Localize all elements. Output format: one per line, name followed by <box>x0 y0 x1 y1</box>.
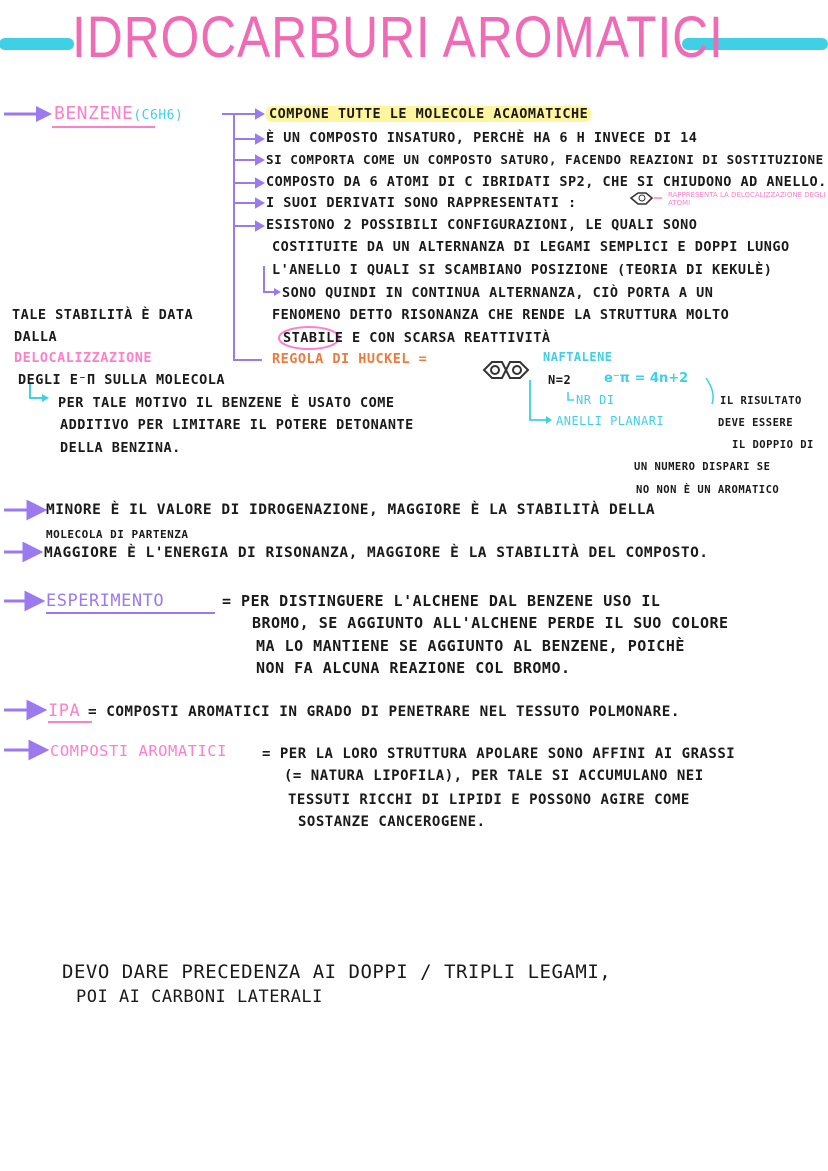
naphthalene-icon <box>484 362 528 378</box>
naftalene-label: NAFTALENE <box>543 350 613 364</box>
rule-minore: MINORE È IL VALORE DI IDROGENAZIONE, MAGGIORE È LA STABILITÀ DELLA <box>46 502 656 518</box>
benzene-item-5: I SUOI DERIVATI SONO RAPPRESENTATI : <box>266 195 577 211</box>
arrow-icon <box>4 106 52 122</box>
composti-line-4: SOSTANZE CANCEROGENE. <box>298 814 486 830</box>
stability-line-1: TALE STABILITÀ È DATA <box>12 307 194 323</box>
page-title: IDROCARBURI AROMATICI <box>72 5 724 70</box>
composti-line-2: (= NATURA LIPOFILA), PER TALE SI ACCUMULANO NEI <box>284 768 704 784</box>
bracket-arrows <box>234 110 263 230</box>
benzene-item-11: STABILE E CON SCARSA REATTIVITÀ <box>283 330 551 346</box>
result-note-1: IL RISULTATO <box>720 395 802 407</box>
anelli-planari: ANELLI PLANARI <box>556 414 665 428</box>
benzene-item-10: FENOMENO DETTO RISONANZA CHE RENDE LA STRUTTURA MOLTO <box>272 307 730 323</box>
ipa-text: = COMPOSTI AROMATICI IN GRADO DI PENETRARE NEL TESSUTO POLMONARE. <box>88 704 680 720</box>
esperimento-label: ESPERIMENTO <box>46 591 165 611</box>
nr-di: NR DI <box>576 393 615 407</box>
huckel-formula: e⁻π = 4n+2 <box>604 371 689 386</box>
stability-arrow-line-2: ADDITIVO PER LIMITARE IL POTERE DETONANTE <box>60 417 414 433</box>
esperimento-line-2: BROMO, SE AGGIUNTO ALL'ALCHENE PERDE IL SUO COLORE <box>252 614 729 632</box>
stability-line-2: DALLA <box>14 329 58 345</box>
bracket-line <box>222 114 262 360</box>
rule-maggiore: MAGGIORE È L'ENERGIA DI RISONANZA, MAGGIORE È LA STABILITÀ DEL COMPOSTO. <box>44 545 709 561</box>
benzene-heading: BENZENE(C6H6) <box>54 103 184 124</box>
result-note-5: NO NON È UN AROMATICO <box>636 484 780 496</box>
composti-line-1: = PER LA LORO STRUTTURA APOLARE SONO AFFINI AI GRASSI <box>262 746 736 762</box>
benzene-item-1: COMPONE TUTTE LE MOLECOLE ACAOMATICHE <box>266 106 591 122</box>
delocalization-note: RAPPRESENTA LA DELOCALIZZAZIONE DEGLI ATOMI <box>668 191 826 207</box>
benzene-ring-icon <box>631 193 662 204</box>
section-arrows <box>4 502 46 758</box>
benzene-item-2: È UN COMPOSTO INSATURO, PERCHÈ HA 6 H INVECE DI 14 <box>266 130 698 146</box>
composti-label: COMPOSTI AROMATICI <box>50 742 227 760</box>
stability-arrow-line-3: DELLA BENZINA. <box>60 440 181 456</box>
result-note-2: DEVE ESSERE <box>718 417 794 429</box>
ipa-label: IPA <box>48 701 81 721</box>
final-note-line-2: POI AI CARBONI LATERALI <box>76 987 323 1007</box>
benzene-item-3: SI COMPORTA COME UN COMPOSTO SATURO, FACENDO REAZIONI DI SOSTITUZIONE <box>266 152 824 167</box>
final-note-line-1: DEVO DARE PRECEDENZA AI DOPPI / TRIPLI LEGAMI, <box>62 961 612 983</box>
esperimento-line-4: NON FA ALCUNA REAZIONE COL BROMO. <box>256 659 571 677</box>
benzene-item-7: COSTITUITE DA UN ALTERNANZA DI LEGAMI SEMPLICI E DOPPI LUNGO <box>272 239 790 255</box>
rule-minore-cont: MOLECOLA DI PARTENZA <box>46 528 189 541</box>
esperimento-line-3: MA LO MANTIENE SE AGGIUNTO AL BENZENE, POICHÈ <box>256 637 685 655</box>
benzene-item-9: SONO QUINDI IN CONTINUA ALTERNANZA, CIÒ PORTA A UN <box>282 285 714 301</box>
stability-line-4: DEGLI E⁻Π SULLA MOLECOLA <box>18 372 226 388</box>
huckel-label: REGOLA DI HUCKEL = <box>272 351 428 367</box>
stability-line-3: DELOCALIZZAZIONE <box>14 350 153 366</box>
benzene-item-8: L'ANELLO I QUALI SI SCAMBIANO POSIZIONE (TEORIA DI KEKULÈ) <box>272 262 773 278</box>
benzene-item-6: ESISTONO 2 POSSIBILI CONFIGURAZIONI, LE QUALI SONO <box>266 217 698 233</box>
result-note-4: UN NUMERO DISPARI SE <box>634 461 771 473</box>
esperimento-line-1: = PER DISTINGUERE L'ALCHENE DAL BENZENE USO IL <box>222 592 661 610</box>
n-value: N=2 <box>548 373 572 387</box>
result-note-3: IL DOPPIO DI <box>732 439 814 451</box>
composti-line-3: TESSUTI RICCHI DI LIPIDI E POSSONO AGIRE COME <box>288 792 690 808</box>
stability-arrow-line-1: PER TALE MOTIVO IL BENZENE È USATO COME <box>58 395 395 411</box>
benzene-item-4: COMPOSTO DA 6 ATOMI DI C IBRIDATI SP2, CHE SI CHIUDONO AD ANELLO. <box>266 174 827 190</box>
